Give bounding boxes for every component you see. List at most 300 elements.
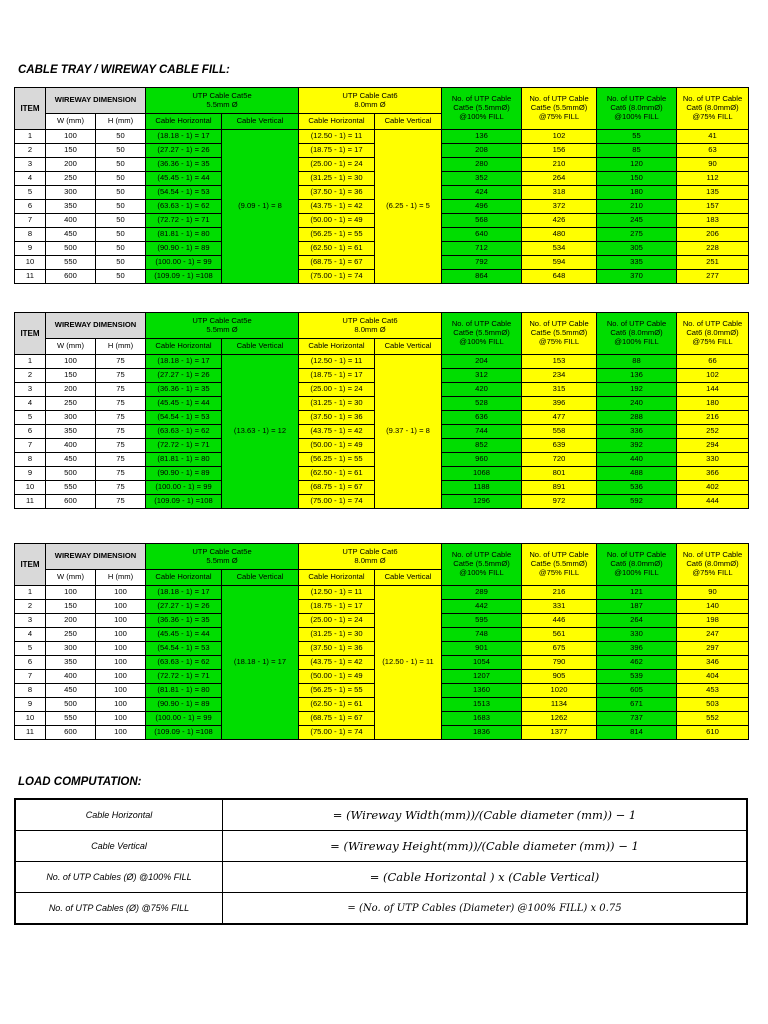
item-number: 10 (15, 712, 46, 726)
cat6-horizontal-value: (75.00 - 1) = 74 (299, 726, 375, 740)
cat6-75-fill-value: 402 (677, 481, 749, 495)
cable-fill-table (14, 87, 749, 284)
cat6-100-fill-value: 150 (597, 172, 677, 186)
height-value: 100 (96, 600, 146, 614)
item-number: 3 (15, 383, 46, 397)
cat5e-75-fill-value: 558 (522, 425, 597, 439)
height-value: 50 (96, 256, 146, 270)
cat5e-header (146, 88, 299, 114)
header-line: @75% FILL (692, 567, 733, 577)
cat6-horizontal-value: (37.50 - 1) = 36 (299, 642, 375, 656)
load-label: No. of UTP Cables (Ø) @75% FILL (15, 893, 223, 925)
cat5e-horizontal-value: (36.36 - 1) = 35 (146, 383, 222, 397)
cat5e-100-fill-value: 420 (442, 383, 522, 397)
header-line: No. of UTP Cable (529, 550, 589, 560)
wireway-dimension-header: WIREWAY DIMENSION (46, 88, 146, 114)
header-line: @100% FILL (614, 336, 659, 346)
cat5e-100-fill-value: 595 (442, 614, 522, 628)
cat5e-100-fill-value: 1068 (442, 467, 522, 481)
width-value: 600 (46, 726, 96, 740)
cat6-horizontal-value: (31.25 - 1) = 30 (299, 172, 375, 186)
cat5e-75-fill-value: 331 (522, 600, 597, 614)
cat6-100-fill-value: 592 (597, 495, 677, 509)
width-value: 400 (46, 670, 96, 684)
height-value: 75 (96, 467, 146, 481)
cat5e-75-fill-value: 534 (522, 242, 597, 256)
cat5e-100-fill-value: 208 (442, 144, 522, 158)
fill-count-header (677, 88, 749, 130)
width-value: 550 (46, 481, 96, 495)
width-value: 450 (46, 453, 96, 467)
load-row-cable-vertical (15, 831, 747, 862)
cat6-75-fill-value: 297 (677, 642, 749, 656)
cat5e-horizontal-value: (36.36 - 1) = 35 (146, 614, 222, 628)
cat6-100-fill-value: 336 (597, 425, 677, 439)
cat5e-100-fill-value: 1836 (442, 726, 522, 740)
cat5e-horizontal-value: (54.54 - 1) = 53 (146, 411, 222, 425)
height-header: H (mm) (96, 114, 146, 130)
cat6-75-fill-value: 144 (677, 383, 749, 397)
cat6-75-fill-value: 216 (677, 411, 749, 425)
header-line: 8.0mm Ø (354, 324, 386, 334)
cat5e-vertical-value: (18.18 - 1) = 17 (222, 586, 299, 740)
cat5e-75-fill-value: 480 (522, 228, 597, 242)
header-line: 5.5mm Ø (206, 99, 238, 109)
header-line: @75% FILL (692, 336, 733, 346)
width-value: 400 (46, 214, 96, 228)
width-value: 300 (46, 186, 96, 200)
height-value: 50 (96, 242, 146, 256)
header-line: 8.0mm Ø (354, 99, 386, 109)
cat6-75-fill-value: 404 (677, 670, 749, 684)
cat6-100-fill-value: 488 (597, 467, 677, 481)
cat6-75-fill-value: 610 (677, 726, 749, 740)
cat5e-horizontal-value: (63.63 - 1) = 62 (146, 656, 222, 670)
cat6-75-fill-value: 444 (677, 495, 749, 509)
header-row (15, 313, 749, 339)
cat5e-100-fill-value: 312 (442, 369, 522, 383)
table-row (15, 130, 749, 144)
section-title-load-computation: LOAD COMPUTATION: (18, 776, 142, 788)
cat6-vertical-value: (9.37 - 1) = 8 (375, 355, 442, 509)
cat5e-horizontal-value: (18.18 - 1) = 17 (146, 586, 222, 600)
cat6-75-fill-value: 206 (677, 228, 749, 242)
cat5e-75-fill-value: 1377 (522, 726, 597, 740)
cat5e-100-fill-value: 568 (442, 214, 522, 228)
cat5e-horizontal-value: (109.09 - 1) =108 (146, 270, 222, 284)
item-number: 9 (15, 698, 46, 712)
cat6-100-fill-value: 136 (597, 369, 677, 383)
width-value: 150 (46, 369, 96, 383)
load-row-cable-horizontal (15, 799, 747, 831)
width-value: 200 (46, 614, 96, 628)
cat5e-vertical-header: Cable Vertical (222, 114, 299, 130)
cat6-100-fill-value: 288 (597, 411, 677, 425)
width-value: 600 (46, 495, 96, 509)
width-value: 550 (46, 256, 96, 270)
cat6-75-fill-value: 252 (677, 425, 749, 439)
header-line: @75% FILL (538, 567, 580, 577)
cat5e-100-fill-value: 496 (442, 200, 522, 214)
cat6-horizontal-value: (62.50 - 1) = 61 (299, 698, 375, 712)
height-value: 75 (96, 411, 146, 425)
item-number: 2 (15, 369, 46, 383)
section-title-cable-fill: CABLE TRAY / WIREWAY CABLE FILL: (18, 64, 230, 76)
cat6-horizontal-value: (18.75 - 1) = 17 (299, 369, 375, 383)
item-header: ITEM (15, 313, 46, 355)
cat5e-horizontal-value: (81.81 - 1) = 80 (146, 684, 222, 698)
cat6-75-fill-value: 366 (677, 467, 749, 481)
width-value: 250 (46, 172, 96, 186)
fill-count-header (442, 313, 522, 355)
width-header: W (mm) (46, 570, 96, 586)
width-header: W (mm) (46, 114, 96, 130)
item-number: 11 (15, 726, 46, 740)
header-line: No. of UTP Cable (682, 319, 743, 329)
height-value: 100 (96, 656, 146, 670)
cat6-vertical-header: Cable Vertical (375, 570, 442, 586)
width-value: 350 (46, 656, 96, 670)
header-line: No. of UTP Cable (529, 94, 589, 104)
cat6-horizontal-value: (75.00 - 1) = 74 (299, 495, 375, 509)
cat6-100-fill-value: 187 (597, 600, 677, 614)
height-header: H (mm) (96, 570, 146, 586)
cat5e-75-fill-value: 905 (522, 670, 597, 684)
cat5e-horizontal-value: (90.90 - 1) = 89 (146, 242, 222, 256)
item-number: 9 (15, 467, 46, 481)
width-value: 500 (46, 242, 96, 256)
cat5e-horizontal-value: (63.63 - 1) = 62 (146, 425, 222, 439)
height-value: 75 (96, 481, 146, 495)
cat5e-horizontal-value: (100.00 - 1) = 99 (146, 481, 222, 495)
cat5e-100-fill-value: 280 (442, 158, 522, 172)
cat6-horizontal-value: (56.25 - 1) = 55 (299, 453, 375, 467)
cat6-75-fill-value: 251 (677, 256, 749, 270)
cat6-100-fill-value: 605 (597, 684, 677, 698)
height-value: 100 (96, 698, 146, 712)
cat5e-100-fill-value: 1054 (442, 656, 522, 670)
cat5e-75-fill-value: 1134 (522, 698, 597, 712)
cat5e-100-fill-value: 352 (442, 172, 522, 186)
item-number: 5 (15, 642, 46, 656)
item-number: 8 (15, 684, 46, 698)
cat6-100-fill-value: 180 (597, 186, 677, 200)
cat6-75-fill-value: 102 (677, 369, 749, 383)
height-value: 100 (96, 614, 146, 628)
cat6-75-fill-value: 180 (677, 397, 749, 411)
width-value: 600 (46, 270, 96, 284)
cat5e-100-fill-value: 1188 (442, 481, 522, 495)
width-value: 500 (46, 698, 96, 712)
load-label: No. of UTP Cables (Ø) @100% FILL (15, 862, 223, 893)
cat5e-100-fill-value: 1207 (442, 670, 522, 684)
cat5e-horizontal-value: (36.36 - 1) = 35 (146, 158, 222, 172)
cat5e-horizontal-value: (54.54 - 1) = 53 (146, 186, 222, 200)
item-number: 2 (15, 600, 46, 614)
header-line: Cat6 (8.0mmØ) (686, 559, 739, 569)
header-line: No. of UTP Cable (606, 319, 667, 329)
width-value: 500 (46, 467, 96, 481)
cat6-horizontal-value: (18.75 - 1) = 17 (299, 600, 375, 614)
cat5e-100-fill-value: 712 (442, 242, 522, 256)
fill-count-header (677, 544, 749, 586)
width-header: W (mm) (46, 339, 96, 355)
header-line: No. of UTP Cable (682, 94, 743, 104)
item-number: 1 (15, 586, 46, 600)
cat6-100-fill-value: 275 (597, 228, 677, 242)
cat5e-horizontal-header: Cable Horizontal (146, 570, 222, 586)
width-value: 400 (46, 439, 96, 453)
cat5e-75-fill-value: 372 (522, 200, 597, 214)
cat6-100-fill-value: 440 (597, 453, 677, 467)
cat6-horizontal-value: (37.50 - 1) = 36 (299, 411, 375, 425)
cat6-100-fill-value: 392 (597, 439, 677, 453)
cat5e-75-fill-value: 216 (522, 586, 597, 600)
item-number: 4 (15, 397, 46, 411)
cat6-75-fill-value: 157 (677, 200, 749, 214)
width-value: 250 (46, 628, 96, 642)
height-value: 75 (96, 355, 146, 369)
cat6-100-fill-value: 330 (597, 628, 677, 642)
width-value: 100 (46, 586, 96, 600)
table-row (15, 586, 749, 600)
item-number: 8 (15, 228, 46, 242)
cat5e-75-fill-value: 561 (522, 628, 597, 642)
cat5e-100-fill-value: 852 (442, 439, 522, 453)
cat5e-100-fill-value: 748 (442, 628, 522, 642)
cat6-75-fill-value: 346 (677, 656, 749, 670)
cat6-horizontal-header: Cable Horizontal (299, 339, 375, 355)
height-value: 100 (96, 586, 146, 600)
cat6-75-fill-value: 66 (677, 355, 749, 369)
height-header: H (mm) (96, 339, 146, 355)
load-label: Cable Vertical (15, 831, 223, 862)
header-line: No. of UTP Cable (606, 94, 667, 104)
load-computation-table (14, 798, 748, 925)
item-number: 10 (15, 481, 46, 495)
cat5e-horizontal-value: (18.18 - 1) = 17 (146, 130, 222, 144)
height-value: 75 (96, 369, 146, 383)
height-value: 100 (96, 726, 146, 740)
cat5e-75-fill-value: 153 (522, 355, 597, 369)
height-value: 75 (96, 453, 146, 467)
cat5e-horizontal-value: (27.27 - 1) = 26 (146, 144, 222, 158)
load-label: Cable Horizontal (15, 799, 223, 831)
cat5e-100-fill-value: 636 (442, 411, 522, 425)
cat5e-100-fill-value: 289 (442, 586, 522, 600)
cat6-100-fill-value: 536 (597, 481, 677, 495)
header-row (15, 88, 749, 114)
cat6-horizontal-value: (43.75 - 1) = 42 (299, 656, 375, 670)
cat5e-100-fill-value: 528 (442, 397, 522, 411)
cat5e-horizontal-value: (72.72 - 1) = 71 (146, 670, 222, 684)
fill-count-header (597, 544, 677, 586)
cat5e-75-fill-value: 648 (522, 270, 597, 284)
cat6-header (299, 88, 442, 114)
width-value: 200 (46, 158, 96, 172)
item-number: 4 (15, 172, 46, 186)
cat5e-horizontal-value: (45.45 - 1) = 44 (146, 397, 222, 411)
cat5e-75-fill-value: 639 (522, 439, 597, 453)
cat5e-horizontal-value: (100.00 - 1) = 99 (146, 712, 222, 726)
cat5e-horizontal-value: (45.45 - 1) = 44 (146, 628, 222, 642)
height-value: 50 (96, 228, 146, 242)
cat6-75-fill-value: 552 (677, 712, 749, 726)
cat6-75-fill-value: 41 (677, 130, 749, 144)
height-value: 100 (96, 712, 146, 726)
cat6-horizontal-value: (43.75 - 1) = 42 (299, 200, 375, 214)
height-value: 50 (96, 158, 146, 172)
cat5e-75-fill-value: 675 (522, 642, 597, 656)
cat6-100-fill-value: 88 (597, 355, 677, 369)
cat6-75-fill-value: 503 (677, 698, 749, 712)
cat6-100-fill-value: 245 (597, 214, 677, 228)
header-line: UTP Cable Cat6 (342, 90, 398, 100)
height-value: 50 (96, 186, 146, 200)
height-value: 50 (96, 130, 146, 144)
header-line: UTP Cable Cat5e (192, 315, 252, 325)
cat5e-horizontal-value: (27.27 - 1) = 26 (146, 369, 222, 383)
width-value: 200 (46, 383, 96, 397)
cat5e-75-fill-value: 446 (522, 614, 597, 628)
cat6-horizontal-value: (62.50 - 1) = 61 (299, 242, 375, 256)
cat5e-75-fill-value: 594 (522, 256, 597, 270)
header-line: @75% FILL (538, 336, 580, 346)
cable-fill-table (14, 543, 749, 740)
cat6-75-fill-value: 135 (677, 186, 749, 200)
cat6-header (299, 544, 442, 570)
cat6-75-fill-value: 453 (677, 684, 749, 698)
item-number: 4 (15, 628, 46, 642)
cat5e-horizontal-value: (72.72 - 1) = 71 (146, 439, 222, 453)
cat6-75-fill-value: 112 (677, 172, 749, 186)
cat5e-header (146, 313, 299, 339)
cat6-vertical-header: Cable Vertical (375, 114, 442, 130)
header-line: @100% FILL (459, 336, 504, 346)
item-header: ITEM (15, 88, 46, 130)
cat5e-100-fill-value: 901 (442, 642, 522, 656)
fill-count-header (522, 88, 597, 130)
cat6-75-fill-value: 90 (677, 158, 749, 172)
header-line: Cat5e (5.5mmØ) (530, 103, 588, 113)
header-line: Cat6 (8.0mmØ) (686, 328, 739, 338)
cat6-horizontal-value: (37.50 - 1) = 36 (299, 186, 375, 200)
cat5e-75-fill-value: 396 (522, 397, 597, 411)
header-line: No. of UTP Cable (529, 319, 589, 329)
cat5e-75-fill-value: 210 (522, 158, 597, 172)
header-line: UTP Cable Cat5e (192, 90, 252, 100)
cat6-horizontal-header: Cable Horizontal (299, 114, 375, 130)
cat6-horizontal-value: (31.25 - 1) = 30 (299, 397, 375, 411)
cat5e-vertical-value: (9.09 - 1) = 8 (222, 130, 299, 284)
header-line: @100% FILL (459, 567, 504, 577)
width-value: 300 (46, 411, 96, 425)
cat6-100-fill-value: 210 (597, 200, 677, 214)
cat5e-header (146, 544, 299, 570)
cat5e-100-fill-value: 864 (442, 270, 522, 284)
item-number: 2 (15, 144, 46, 158)
width-value: 450 (46, 228, 96, 242)
height-value: 75 (96, 439, 146, 453)
header-line: @100% FILL (459, 111, 504, 121)
height-value: 100 (96, 670, 146, 684)
item-number: 6 (15, 200, 46, 214)
cat6-100-fill-value: 539 (597, 670, 677, 684)
cat6-horizontal-value: (50.00 - 1) = 49 (299, 670, 375, 684)
cat5e-100-fill-value: 424 (442, 186, 522, 200)
height-value: 75 (96, 495, 146, 509)
cat5e-100-fill-value: 744 (442, 425, 522, 439)
item-number: 8 (15, 453, 46, 467)
width-value: 150 (46, 600, 96, 614)
cat6-100-fill-value: 335 (597, 256, 677, 270)
load-row-75-fill (15, 893, 747, 925)
load-row-100-fill (15, 862, 747, 893)
item-header: ITEM (15, 544, 46, 586)
fill-count-header (522, 544, 597, 586)
cat6-horizontal-value: (25.00 - 1) = 24 (299, 158, 375, 172)
cat6-75-fill-value: 198 (677, 614, 749, 628)
cable-fill-table (14, 312, 749, 509)
cat5e-horizontal-value: (100.00 - 1) = 99 (146, 256, 222, 270)
header-line: Cat5e (5.5mmØ) (453, 328, 510, 338)
item-number: 3 (15, 158, 46, 172)
header-line: Cat5e (5.5mmØ) (453, 559, 510, 569)
cat6-vertical-header: Cable Vertical (375, 339, 442, 355)
cat6-75-fill-value: 90 (677, 586, 749, 600)
cat6-75-fill-value: 330 (677, 453, 749, 467)
header-line: No. of UTP Cable (606, 550, 667, 560)
cat6-75-fill-value: 140 (677, 600, 749, 614)
header-line: UTP Cable Cat5e (192, 546, 252, 556)
item-number: 6 (15, 656, 46, 670)
height-value: 50 (96, 200, 146, 214)
cat6-horizontal-value: (50.00 - 1) = 49 (299, 439, 375, 453)
cat6-75-fill-value: 183 (677, 214, 749, 228)
cat6-horizontal-value: (68.75 - 1) = 67 (299, 481, 375, 495)
cat5e-100-fill-value: 1360 (442, 684, 522, 698)
cat6-75-fill-value: 247 (677, 628, 749, 642)
header-line: Cat5e (5.5mmØ) (530, 559, 588, 569)
cat6-100-fill-value: 55 (597, 130, 677, 144)
header-line: 8.0mm Ø (354, 555, 386, 565)
load-formula: = (Wireway Width(mm))/(Cable diameter (mm)) − 1 (223, 799, 748, 831)
cat5e-100-fill-value: 792 (442, 256, 522, 270)
header-line: Cat6 (8.0mmØ) (610, 559, 663, 569)
cat5e-75-fill-value: 972 (522, 495, 597, 509)
item-number: 11 (15, 270, 46, 284)
cat6-75-fill-value: 228 (677, 242, 749, 256)
cat6-horizontal-value: (18.75 - 1) = 17 (299, 144, 375, 158)
cat5e-75-fill-value: 790 (522, 656, 597, 670)
wireway-dimension-header: WIREWAY DIMENSION (46, 313, 146, 339)
item-number: 11 (15, 495, 46, 509)
load-formula: = (Wireway Height(mm))/(Cable diameter (mm)) − 1 (223, 831, 748, 862)
header-line: @100% FILL (614, 111, 659, 121)
cat6-horizontal-value: (43.75 - 1) = 42 (299, 425, 375, 439)
height-value: 50 (96, 214, 146, 228)
width-value: 100 (46, 130, 96, 144)
cat5e-horizontal-value: (45.45 - 1) = 44 (146, 172, 222, 186)
cat5e-horizontal-value: (109.09 - 1) =108 (146, 726, 222, 740)
cat6-100-fill-value: 814 (597, 726, 677, 740)
cat5e-horizontal-value: (90.90 - 1) = 89 (146, 467, 222, 481)
cat5e-horizontal-value: (109.09 - 1) =108 (146, 495, 222, 509)
cat5e-100-fill-value: 136 (442, 130, 522, 144)
fill-count-header (522, 313, 597, 355)
cat5e-75-fill-value: 1262 (522, 712, 597, 726)
load-formula: = (No. of UTP Cables (Diameter) @100% FILL) x 0.75 (223, 893, 748, 925)
